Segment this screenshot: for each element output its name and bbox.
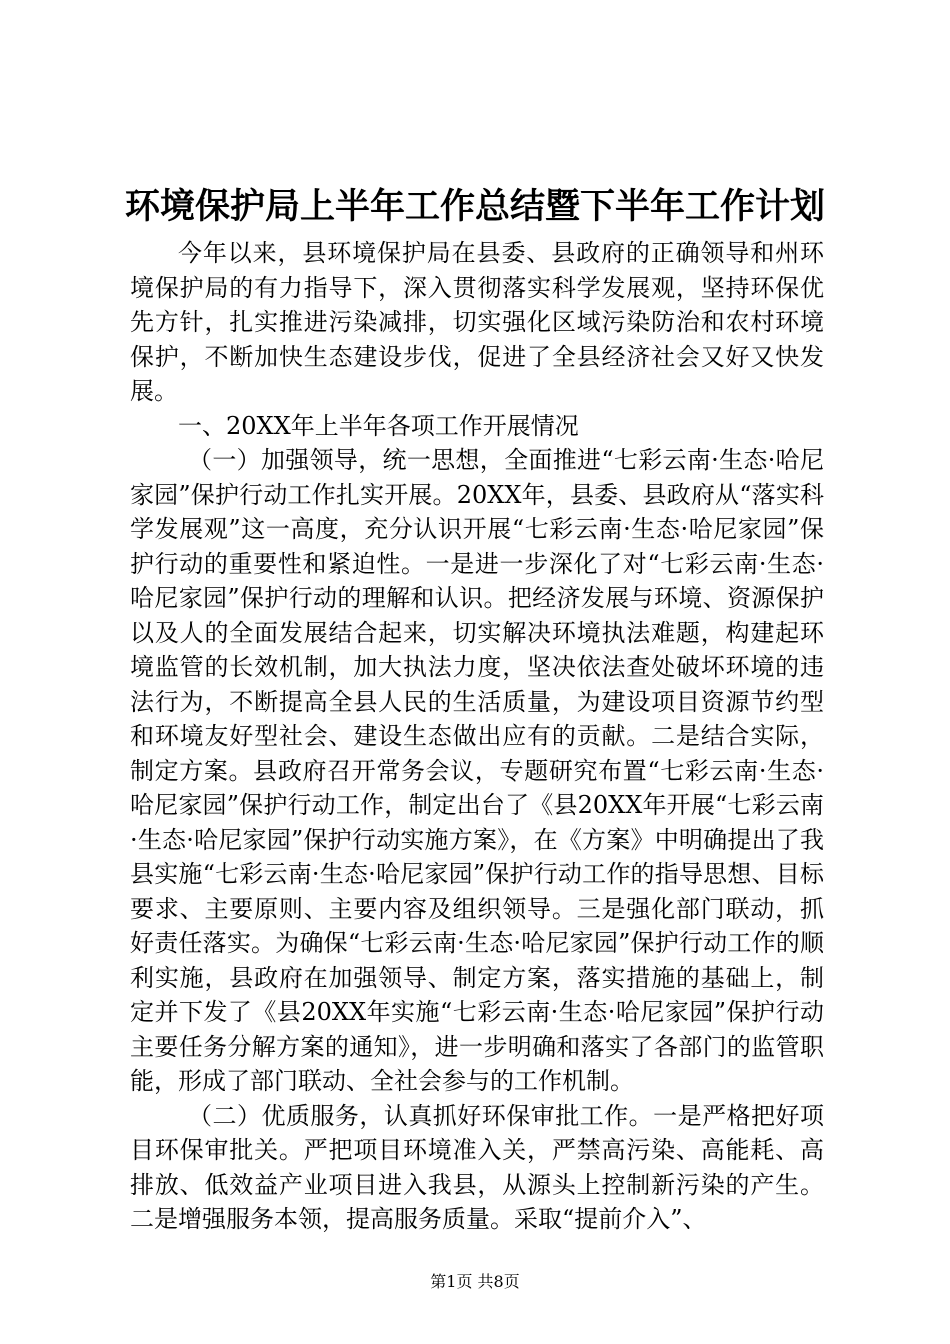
intro-paragraph: 今年以来，县环境保护局在县委、县政府的正确领导和州环境保护局的有力指导下，深入贯彻落实科学发展观，坚持环保优先方针，扎实推进污染减排，切实强化区域污染防治和农村环境保护，不断加快生态建设步伐，促进了全县经济社会又好又快发展。 (130, 239, 824, 405)
document-title: 环境保护局上半年工作总结暨下半年工作计划 (124, 187, 825, 227)
page-number: 第1页 共8页 (430, 1272, 520, 1291)
subsection-paragraph-1: （一）加强领导，统一思想，全面推进“七彩云南·生态·哈尼家园”保护行动工作扎实开展。20XX年，县委、县政府从“落实科学发展观”这一高度，充分认识开展“七彩云南·生态·哈尼家园”保护行动的重要性和紧迫性。一是进一步深化了对“七彩云南·生态·哈尼家园”保护行动的理解和认识。把经济发展与环境、资源保护以及人的全面发展结合起来，切实解决环境执法难题，构建起环境监管的长效机制，加大执法力度，坚决依法查处破坏环境的违法行为，不断提高全县人民的生活质量，为建设项目资源节约型和环境友好型社会、建设生态做出应有的贡献。二是结合实际，制定方案。县政府召开常务会议，专题研究布置“七彩云南·生态·哈尼家园”保护行动工作，制定出台了《县20XX年开展“七彩云南·生态·哈尼家园”保护行动实施方案》，在《方案》中明确提出了我县实施“七彩云南·生态·哈尼家园”保护行动工作的指导思想、目标要求、主要原则、主要内容及组织领导。三是强化部门联动，抓好责任落实。为确保“七彩云南·生态·哈尼家园”保护行动工作的顺利实施，县政府在加强领导、制定方案，落实措施的基础上，制定并下发了《县20XX年实施“七彩云南·生态·哈尼家园”保护行动主要任务分解方案的通知》，进一步明确和落实了各部门的监管职能，形成了部门联动、全社会参与的工作机制。 (130, 446, 824, 1095)
document-body (130, 236, 824, 1237)
section-heading: 一、20XX年上半年各项工作开展情况 (178, 411, 579, 440)
subsection-paragraph-2: （二）优质服务，认真抓好环保审批工作。一是严格把好项目环保审批关。严把项目环境准入关，严禁高污染、高能耗、高排放、低效益产业项目进入我县，从源头上控制新污染的产生。二是增强服务本领，提高服务质量。采取“提前介入”、 (130, 1101, 824, 1233)
